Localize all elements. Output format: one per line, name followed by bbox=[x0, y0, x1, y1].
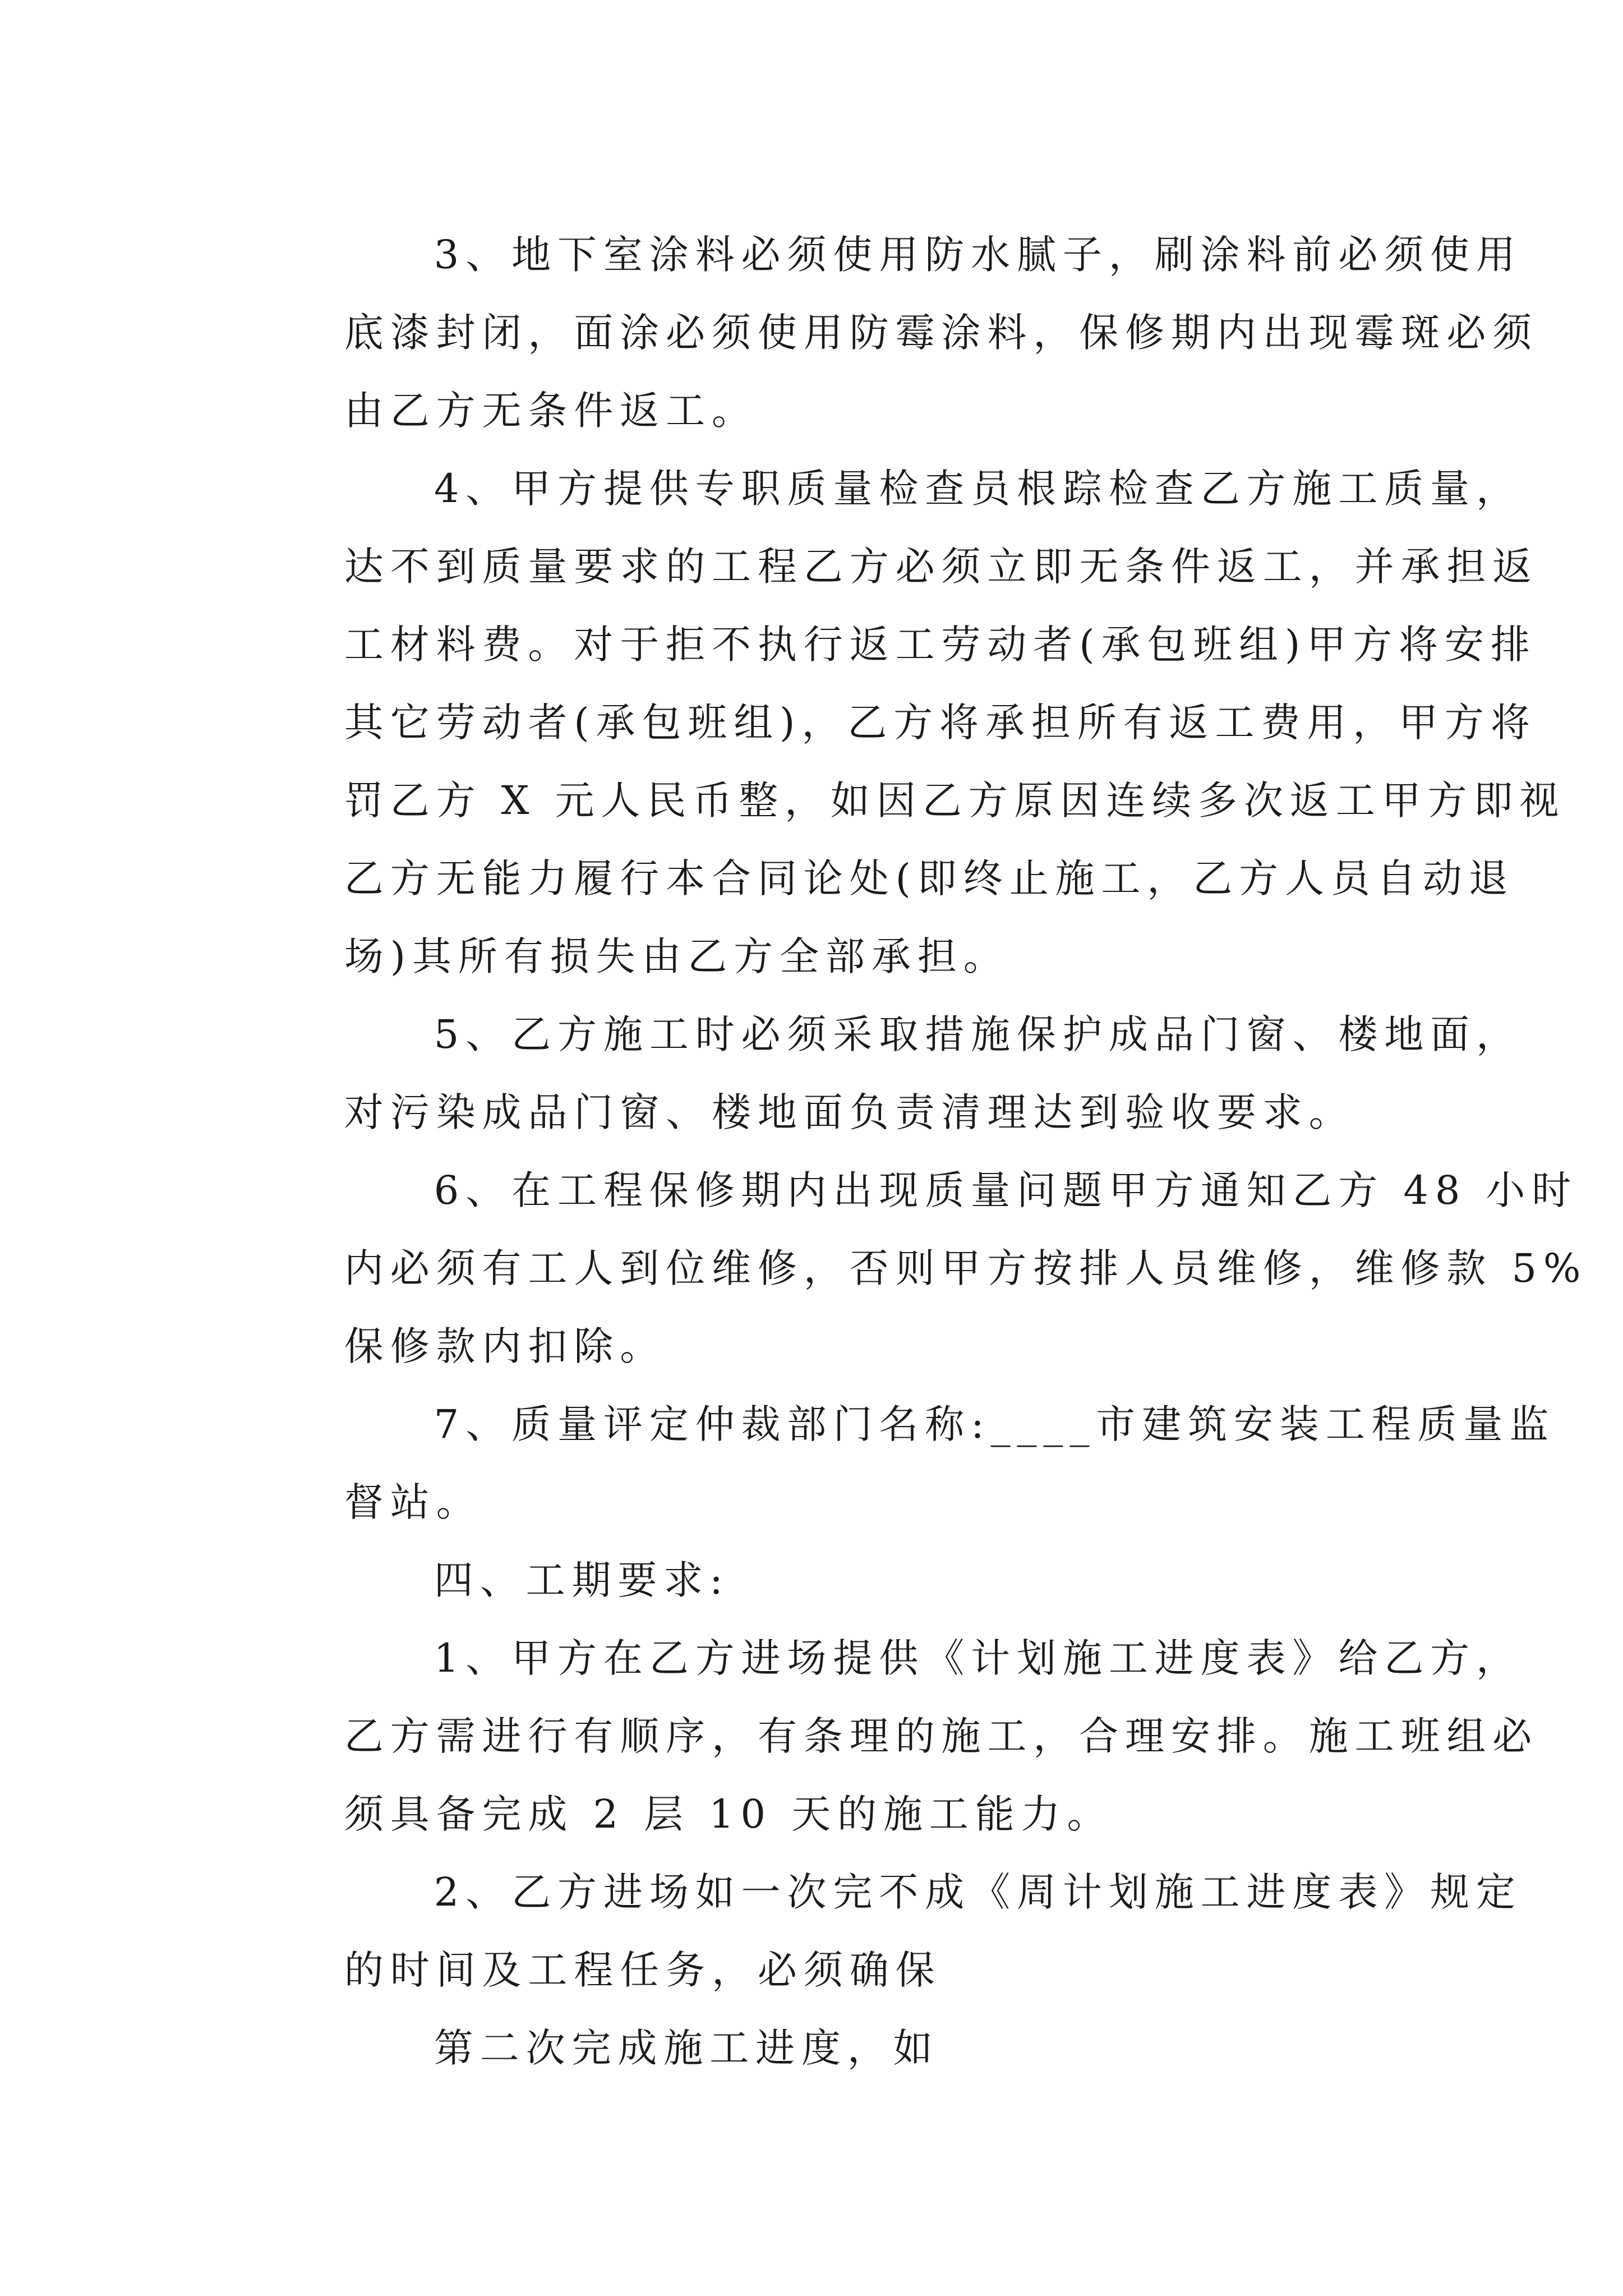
text-line: 6、在工程保修期内出现质量问题甲方通知乙方 48 小时 bbox=[434, 1167, 1578, 1213]
text-line: 其它劳动者(承包班组)，乙方将承担所有返工费用，甲方将 bbox=[344, 700, 1537, 746]
text-line: 由乙方无条件返工。 bbox=[344, 388, 758, 434]
document-body bbox=[252, 216, 1588, 2087]
clause-7-paragraph bbox=[252, 1386, 1556, 1542]
text-line: 须具备完成 2 层 10 天的施工能力。 bbox=[344, 1791, 1113, 1837]
text-line: 7、质量评定仲裁部门名称:____市建筑安装工程质量监 bbox=[434, 1401, 1556, 1447]
text-line: 1、甲方在乙方进场提供《计划施工进度表》给乙方， bbox=[434, 1635, 1522, 1681]
text-line: 督站。 bbox=[344, 1479, 482, 1525]
schedule-clause-2-paragraph bbox=[252, 1853, 1522, 2009]
section-heading-schedule bbox=[252, 1542, 1380, 1619]
clause-4-paragraph bbox=[252, 450, 1566, 996]
text-line: 对污染成品门窗、楼地面负责清理达到验收要求。 bbox=[344, 1089, 1355, 1135]
text-line: 的时间及工程任务，必须确保 bbox=[344, 1947, 942, 1993]
text-line: 底漆封闭，面涂必须使用防霉涂料，保修期内出现霉斑必须 bbox=[344, 310, 1539, 356]
section-heading-text: 四、工期要求: bbox=[434, 1557, 730, 1603]
text-line: 内必须有工人到位维修，否则甲方按排人员维修，维修款 5% bbox=[344, 1245, 1588, 1291]
text-line: 3、地下室涂料必须使用防水腻子，刷涂料前必须使用 bbox=[434, 232, 1522, 278]
clause-5-paragraph bbox=[252, 996, 1522, 1152]
schedule-clause-1-paragraph bbox=[252, 1619, 1539, 1853]
text-line: 2、乙方进场如一次完不成《周计划施工进度表》规定 bbox=[434, 1869, 1522, 1915]
text-line: 场)其所有损失由乙方全部承担。 bbox=[344, 933, 1009, 979]
text-line: 工材料费。对于拒不执行返工劳动者(承包班组)甲方将安排 bbox=[344, 622, 1537, 668]
text-line: 罚乙方 X 元人民币整，如因乙方原因连续多次返工甲方即视 bbox=[344, 777, 1566, 823]
continuation-paragraph bbox=[252, 2009, 1380, 2087]
clause-6-paragraph bbox=[252, 1152, 1588, 1386]
text-line: 乙方无能力履行本合同论处(即终止施工，乙方人员自动退 bbox=[344, 855, 1515, 901]
text-line: 5、乙方施工时必须采取措施保护成品门窗、楼地面， bbox=[434, 1011, 1522, 1057]
clause-3-paragraph bbox=[252, 216, 1539, 450]
text-line: 保修款内扣除。 bbox=[344, 1323, 666, 1369]
text-line: 4、甲方提供专职质量检查员根踪检查乙方施工质量， bbox=[434, 466, 1522, 512]
text-line: 乙方需进行有顺序，有条理的施工，合理安排。施工班组必 bbox=[344, 1713, 1539, 1759]
text-line: 第二次完成施工进度，如 bbox=[434, 2025, 939, 2071]
text-line: 达不到质量要求的工程乙方必须立即无条件返工，并承担返 bbox=[344, 544, 1539, 590]
